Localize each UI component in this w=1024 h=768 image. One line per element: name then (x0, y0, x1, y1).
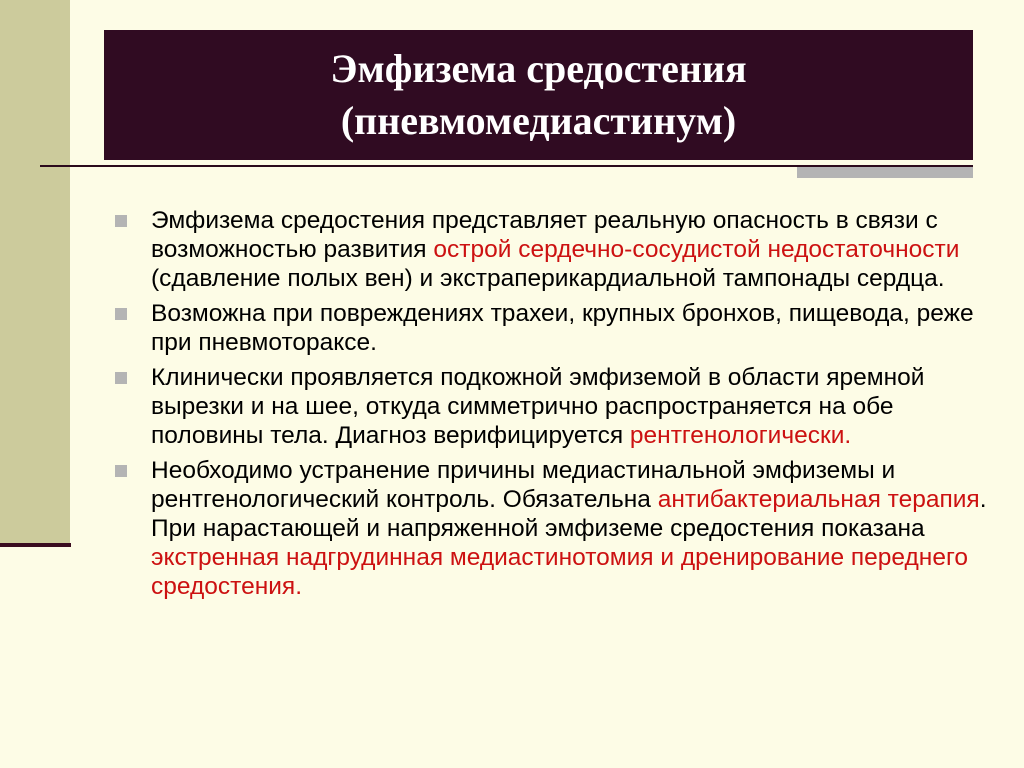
bullet-item-2 (108, 299, 988, 357)
slide-title-line-1: Эмфизема средостения (330, 46, 747, 91)
left-accent-underline (0, 543, 71, 547)
bullet-square-icon (115, 308, 127, 320)
bullet-text: (сдавление полых вен) и экстраперикардиальной тампонады сердца. (151, 265, 945, 292)
bullet-text: Клинически проявляется подкожной эмфиземой в области яремной вырезки и на шее, откуда симметрично распространяется на обе половины тела. Диагноз верифицируется (151, 364, 925, 449)
highlight-text: рентгенологически. (629, 422, 852, 449)
bullet-text: Эмфизема средостения представляет реальную опасность в связи с возможностью развития (151, 207, 938, 263)
bullet-item-3 (108, 363, 988, 450)
highlight-text: экстренная надгрудинная медиастинотомия и дренирование переднего средостения. (151, 544, 968, 600)
bullet-square-icon (115, 372, 127, 384)
bullet-text: Необходимо устранение причины медиастинальной эмфиземы и рентгенологический контроль. Обязательна (151, 457, 896, 513)
bullet-list (108, 206, 988, 607)
bullet-square-icon (115, 465, 127, 477)
title-shadow (797, 166, 973, 178)
highlight-text: антибактериальная терапия (657, 486, 980, 513)
bullet-text: Возможна при повреждениях трахеи, крупных бронхов, пищевода, реже при пневмотораксе. (151, 300, 974, 356)
slide-title-line-2: (пневмомедиастинум) (340, 98, 737, 143)
bullet-text: . При нарастающей и напряженной эмфиземе средостения показана (151, 486, 987, 542)
title-box (104, 30, 973, 160)
bullet-item-4 (108, 456, 988, 601)
bullet-square-icon (115, 215, 127, 227)
bullet-item-1 (108, 206, 988, 293)
highlight-text: острой сердечно-сосудистой недостаточности (433, 236, 960, 263)
title-divider (40, 165, 973, 167)
left-accent-bar (0, 0, 70, 545)
